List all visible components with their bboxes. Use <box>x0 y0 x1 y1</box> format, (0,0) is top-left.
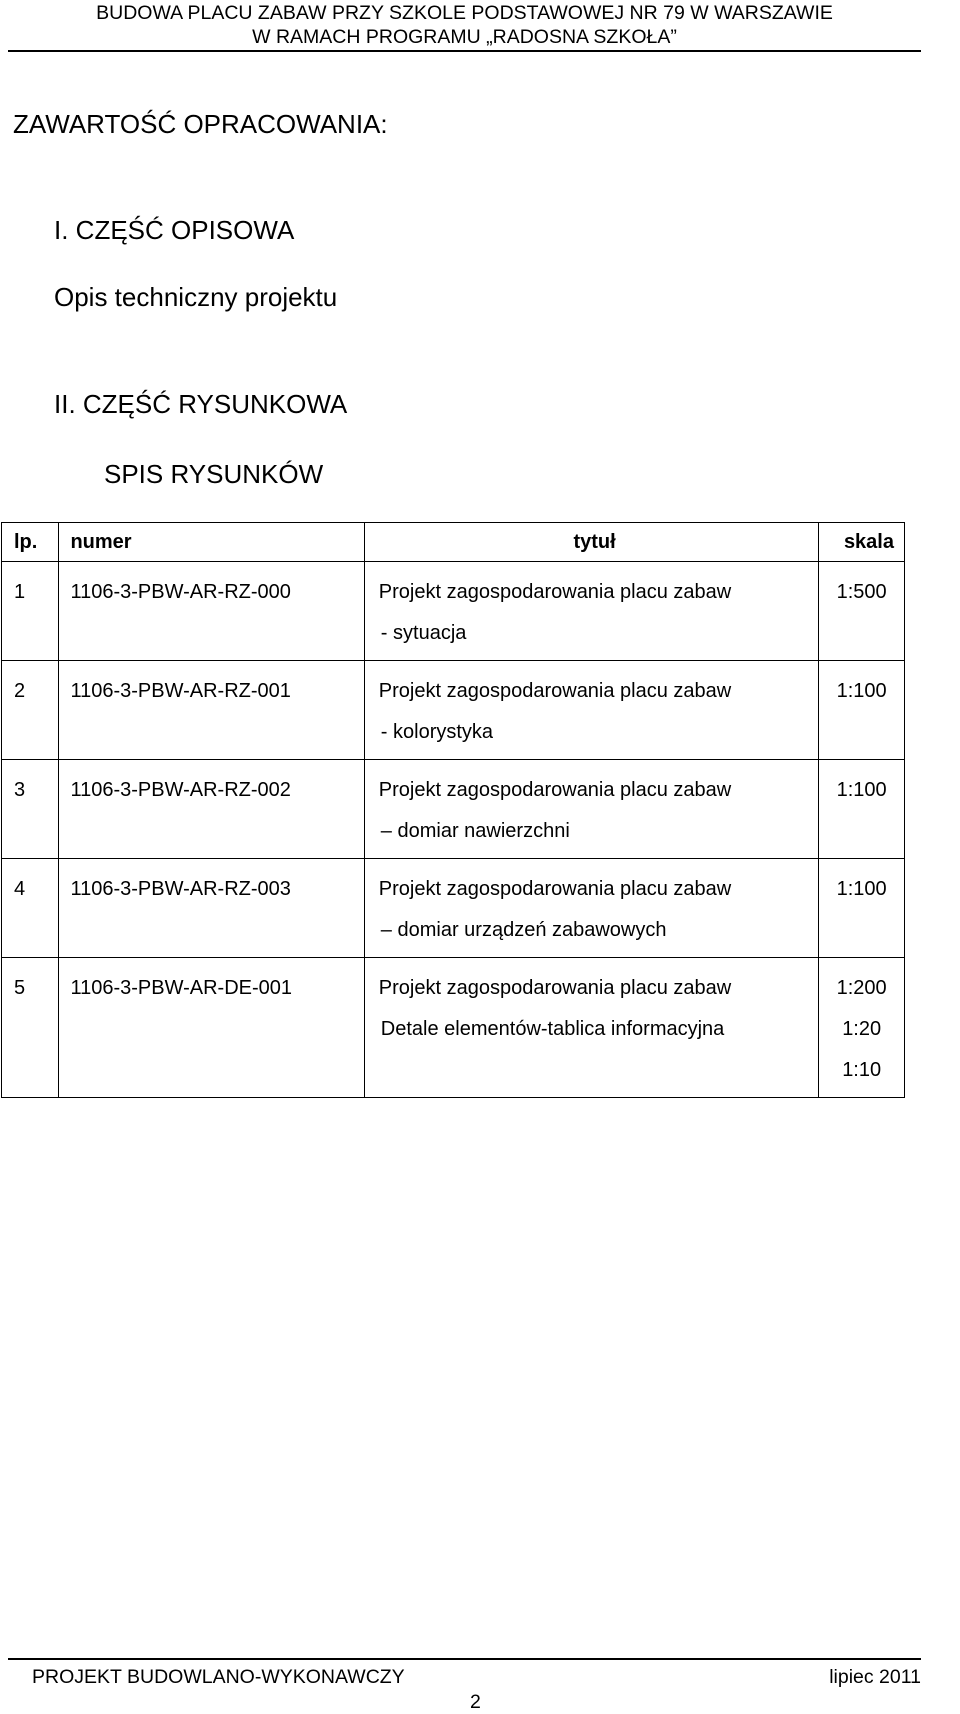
table-body <box>2 562 905 1098</box>
contents-title: ZAWARTOŚĆ OPRACOWANIA: <box>13 109 388 139</box>
row-title <box>364 859 819 958</box>
page-footer <box>8 1658 921 1688</box>
footer-date: lipiec 2011 <box>829 1666 921 1688</box>
table-row <box>2 661 905 760</box>
row-title-line: – domiar nawierzchni <box>380 820 570 842</box>
header-number: numer <box>59 523 364 562</box>
row-title-line: - kolorystyka <box>380 721 494 743</box>
row-title-line: Detale elementów-tablica informacyjna <box>380 1018 725 1040</box>
row-scale <box>819 958 905 1098</box>
row-lp: 2 <box>2 661 59 760</box>
row-title-line: Projekt zagospodarowania placu zabaw <box>378 977 732 999</box>
table-row <box>2 760 905 859</box>
row-scale <box>819 562 905 661</box>
header-scale: skala <box>819 523 905 562</box>
header-line-2: W RAMACH PROGRAMU „RADOSNA SZKOŁA” <box>252 26 677 48</box>
table-row <box>2 958 905 1098</box>
row-scale <box>819 661 905 760</box>
row-number: 1106-3-PBW-AR-RZ-002 <box>59 760 364 859</box>
row-title-line: Projekt zagospodarowania placu zabaw <box>378 680 732 702</box>
row-scale-value: 1:100 <box>836 779 887 801</box>
row-lp: 3 <box>2 760 59 859</box>
page-header <box>8 0 921 52</box>
row-title <box>364 958 819 1098</box>
row-scale-value: 1:20 <box>842 1018 882 1040</box>
drawings-table <box>1 522 905 1098</box>
row-title <box>364 760 819 859</box>
row-lp: 5 <box>2 958 59 1098</box>
page-number: 2 <box>470 1691 481 1713</box>
row-title <box>364 661 819 760</box>
footer-project-type: PROJEKT BUDOWLANO-WYKONAWCZY <box>32 1666 405 1688</box>
table-row <box>2 562 905 661</box>
row-scale-value: 1:200 <box>836 977 887 999</box>
row-number: 1106-3-PBW-AR-RZ-000 <box>59 562 364 661</box>
table-header-row <box>2 523 905 562</box>
drawings-list-title: SPIS RYSUNKÓW <box>104 459 324 489</box>
part1-title: I. CZĘŚĆ OPISOWA <box>54 215 295 245</box>
row-number: 1106-3-PBW-AR-RZ-003 <box>59 859 364 958</box>
part2-title: II. CZĘŚĆ RYSUNKOWA <box>54 389 348 419</box>
row-scale <box>819 859 905 958</box>
row-title-line: - sytuacja <box>380 622 467 644</box>
row-scale <box>819 760 905 859</box>
header-title: tytuł <box>364 523 819 562</box>
row-lp: 4 <box>2 859 59 958</box>
row-scale-value: 1:500 <box>836 581 887 603</box>
row-lp: 1 <box>2 562 59 661</box>
part1-item: Opis techniczny projektu <box>54 282 338 312</box>
header-lp: lp. <box>2 523 59 562</box>
row-scale-value: 1:10 <box>842 1059 882 1081</box>
row-title <box>364 562 819 661</box>
row-number: 1106-3-PBW-AR-RZ-001 <box>59 661 364 760</box>
row-title-line: Projekt zagospodarowania placu zabaw <box>378 878 732 900</box>
row-title-line: Projekt zagospodarowania placu zabaw <box>378 779 732 801</box>
row-scale-value: 1:100 <box>836 878 887 900</box>
row-scale-value: 1:100 <box>836 680 887 702</box>
row-title-line: – domiar urządzeń zabawowych <box>380 919 667 941</box>
table-row <box>2 859 905 958</box>
row-title-line: Projekt zagospodarowania placu zabaw <box>378 581 732 603</box>
header-line-1: BUDOWA PLACU ZABAW PRZY SZKOLE PODSTAWOWEJ NR 79 W WARSZAWIE <box>96 2 833 24</box>
row-number: 1106-3-PBW-AR-DE-001 <box>59 958 364 1098</box>
